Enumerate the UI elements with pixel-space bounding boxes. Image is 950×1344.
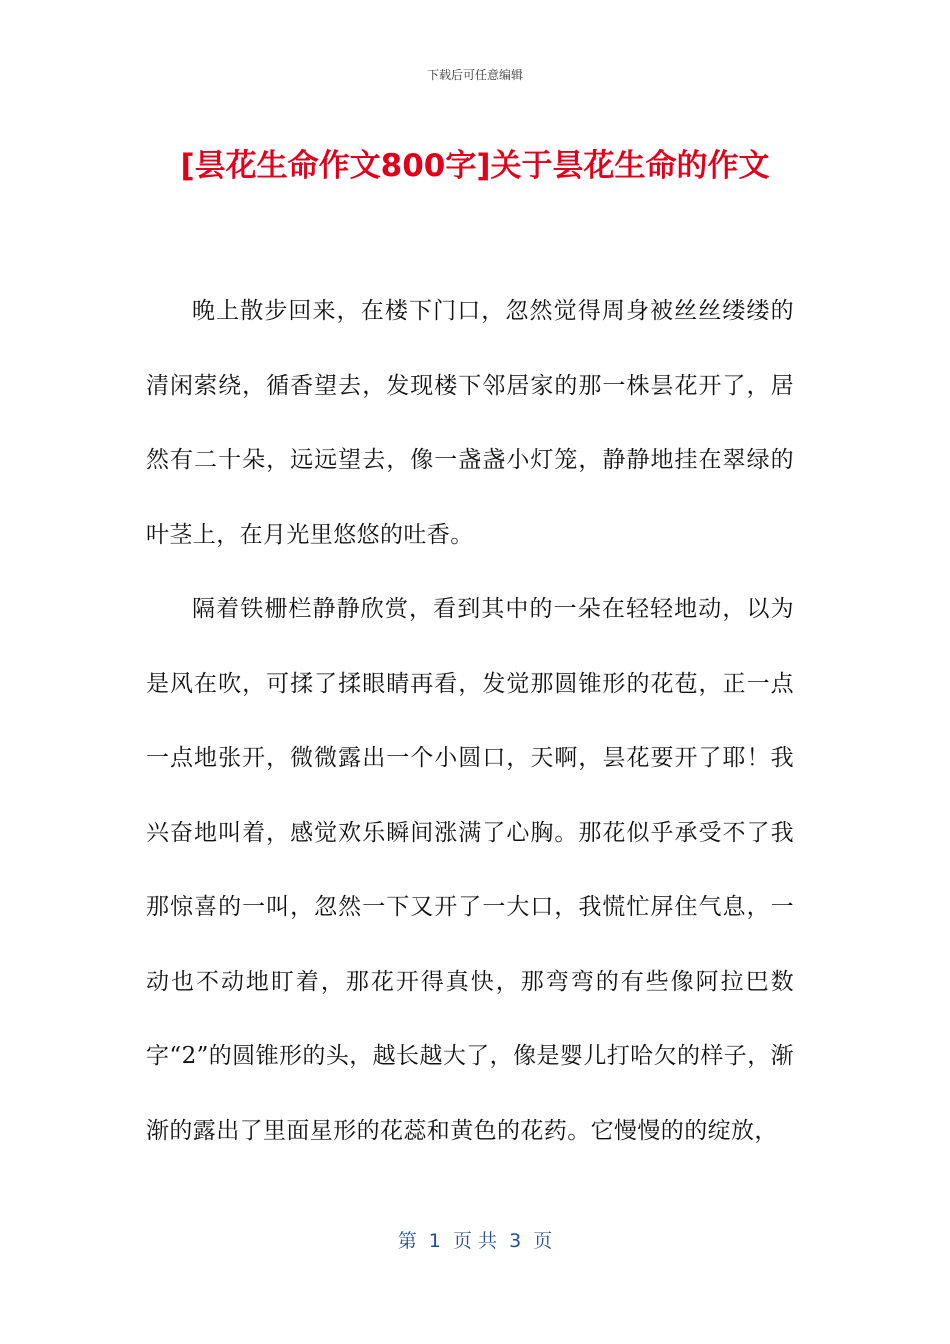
paragraph: 隔着铁栅栏静静欣赏，看到其中的一朵在轻轻地动，以为是风在吹，可揉了揉眼睛再看，发觉那圆锥形的花苞，正一点一点地张开，微微露出一个小圆口，天啊，昙花要开了耶！我兴奋地叫着，感觉欢乐瞬间涨满了心胸。那花似乎承受不了我那惊喜的一叫，忽然一下又开了一大口，我慌忙屏住气息，一动也不动地盯着，那花开得真快，那弯弯的有些像阿拉巴数字“2”的圆锥形的头，越长越大了，像是婴儿打哈欠的样子，渐渐的露出了里面星形的花蕊和黄色的花药。它慢慢的的绽放， [146,596,794,1144]
document-title: [昙花生命作文800字]关于昙花生命的作文 [180,148,770,184]
header-note: 下载后可任意编辑 [426,68,523,82]
document-body [146,274,794,1168]
paragraph: 晚上散步回来，在楼下门口，忽然觉得周身被丝丝缕缕的清闲萦绕，循香望去，发现楼下邻居家的那一株昙花开了，居然有二十朵，远远望去，像一盏盏小灯笼，静静地挂在翠绿的叶茎上，在月光里悠悠的吐香。 [146,298,794,548]
page-number-footer: 第 1 页 共 3 页 [397,1230,553,1252]
